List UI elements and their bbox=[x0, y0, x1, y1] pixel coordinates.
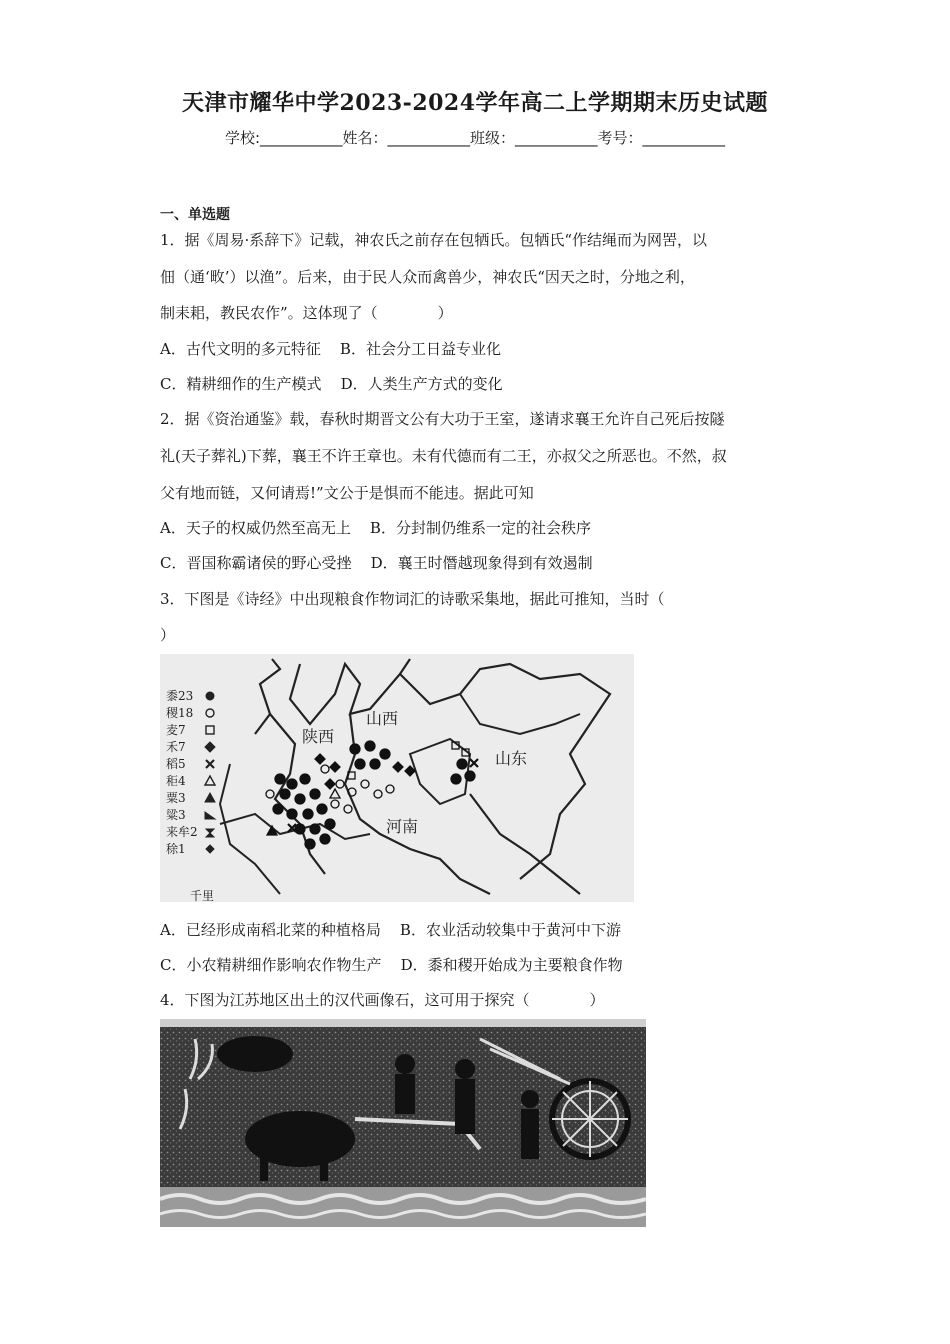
map-label-shandong: 山东 bbox=[495, 749, 528, 768]
legend-item: 稻5 bbox=[166, 757, 186, 771]
q3-option-c[interactable]: C．小农精耕细作影响农作物生产 bbox=[160, 956, 382, 974]
poetry-crop-map-figure bbox=[160, 654, 634, 906]
q2-option-d[interactable]: D．襄王时僭越现象得到有效遏制 bbox=[370, 554, 593, 572]
map-label-shanxi: 山西 bbox=[366, 709, 399, 728]
q1-line-3: 制耒耜，教民农作”。这体现了（ ） bbox=[160, 304, 453, 322]
student-info-text: 学校:___________姓名：___________班级：___________考号：___________ bbox=[224, 129, 726, 147]
q2-option-c[interactable]: C．晋国称霸诸侯的野心受挫 bbox=[160, 554, 352, 572]
map-footer-text: 千里 bbox=[190, 889, 215, 902]
q3-option-b[interactable]: B．农业活动较集中于黄河中下游 bbox=[399, 921, 621, 939]
filled-circle-icon bbox=[206, 692, 214, 700]
q4-line-1: 4．下图为江苏地区出土的汉代画像石，这可用于探究（ ） bbox=[160, 991, 605, 1009]
q1-option-d[interactable]: D．人类生产方式的变化 bbox=[340, 375, 503, 393]
poetry-crop-map bbox=[160, 654, 634, 902]
legend-item: 麦7 bbox=[166, 723, 186, 737]
q3-line-2: ） bbox=[160, 626, 176, 644]
legend-item: 秬4 bbox=[166, 774, 186, 788]
legend-item: 禾7 bbox=[166, 740, 186, 754]
q3-option-d[interactable]: D．黍和稷开始成为主要粮食作物 bbox=[400, 956, 623, 974]
q2-line-1: 2．据《资治通鉴》载，春秋时期晋文公有大功于王室，遂请求襄王允许自己死后按隧 bbox=[160, 410, 725, 428]
q3-options-row-1 bbox=[160, 919, 621, 940]
q1-options-row-1 bbox=[160, 338, 501, 359]
legend-item: 粱3 bbox=[166, 808, 186, 822]
legend-item: 粟3 bbox=[166, 791, 186, 805]
q2-options-row-1 bbox=[160, 517, 591, 538]
q1-options-row-2 bbox=[160, 373, 503, 394]
stone-relief-figure bbox=[160, 1019, 646, 1231]
q1-option-b[interactable]: B．社会分工日益专业化 bbox=[339, 340, 501, 358]
q1-line-2: 佃（通‘畋’）以渔”。后来，由于民人众而禽兽少，神农氏“因天之时，分地之利， bbox=[160, 268, 695, 286]
student-info-line bbox=[0, 127, 950, 148]
q2-options-row-2 bbox=[160, 552, 593, 573]
q1-option-c[interactable]: C．精耕细作的生产模式 bbox=[160, 375, 322, 393]
q2-line-2: 礼(天子葬礼)下葬，襄王不许王章也。未有代德而有二王，亦叔父之所恶也。不然，叔 bbox=[160, 447, 727, 465]
q2-line-3: 父有地而链，又何请焉!”文公于是惧而不能违。据此可知 bbox=[160, 484, 534, 502]
q1-option-a[interactable]: A．古代文明的多元特征 bbox=[160, 340, 321, 358]
q2-option-b[interactable]: B．分封制仍维系一定的社会秩序 bbox=[369, 519, 591, 537]
map-label-henan: 河南 bbox=[386, 817, 419, 836]
q2-option-a[interactable]: A．天子的权威仍然至高无上 bbox=[160, 519, 351, 537]
section-heading: 一、单选题 bbox=[160, 207, 230, 223]
ox-upper-icon bbox=[217, 1036, 293, 1072]
q1-line-1: 1．据《周易·系辞下》记载，神农氏之前存在包牺氏。包牺氏“作结绳而为网罟，以 bbox=[160, 231, 707, 249]
q3-option-a[interactable]: A．已经形成南稻北菜的种植格局 bbox=[160, 921, 381, 939]
legend-item: 来牟2 bbox=[166, 825, 198, 839]
legend-item: 黍23 bbox=[166, 689, 194, 703]
q3-options-row-2 bbox=[160, 954, 623, 975]
q3-line-1: 3．下图是《诗经》中出现粮食作物词汇的诗歌采集地，据此可推知，当时（ bbox=[160, 590, 665, 608]
legend-item: 稌1 bbox=[166, 842, 186, 856]
page-title: 天津市耀华中学2023-2024学年高二上学期期末历史试题 bbox=[181, 90, 769, 116]
legend-item: 稷18 bbox=[166, 706, 194, 720]
map-label-shaanxi: 陕西 bbox=[302, 727, 335, 746]
han-stone-relief-image bbox=[160, 1019, 646, 1227]
